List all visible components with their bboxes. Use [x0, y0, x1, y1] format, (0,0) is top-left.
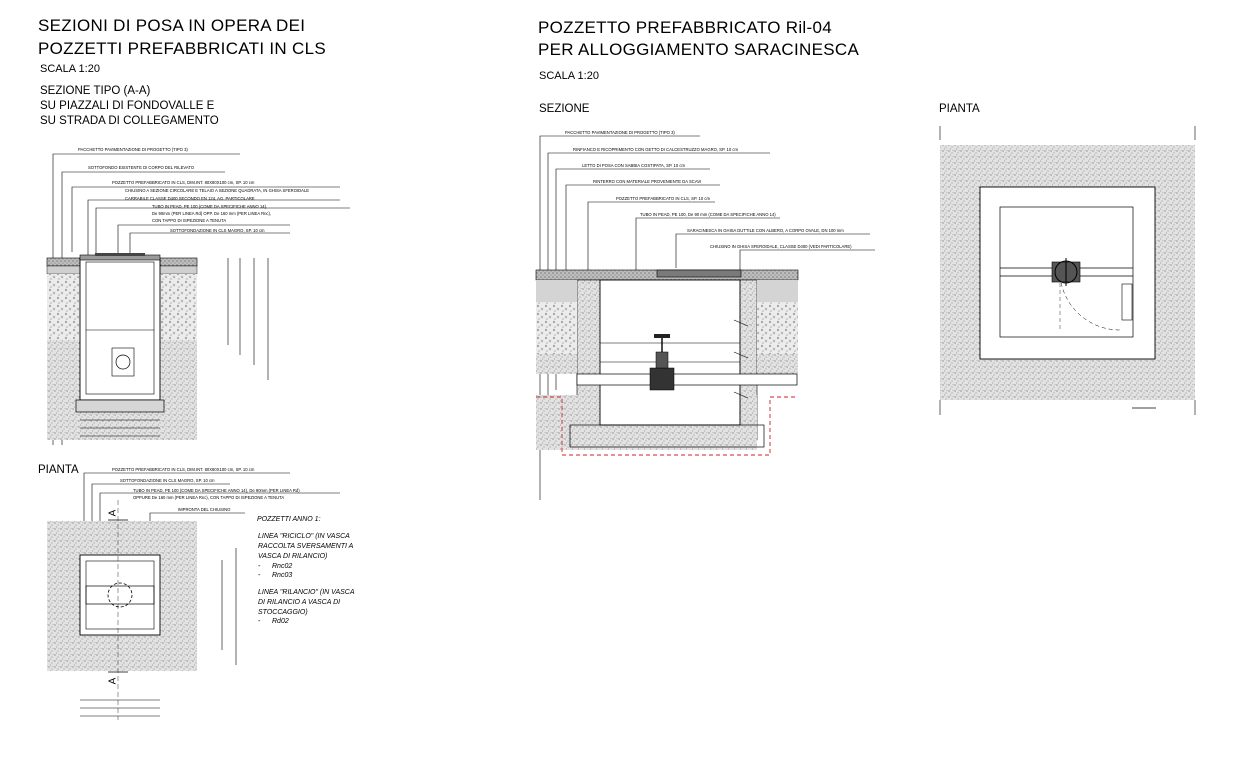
left-note-2: SOTTOFONDO ESISTENTE DI CORPO DEL RILEVATO — [88, 165, 195, 170]
left-scale: SCALA 1:20 — [40, 63, 100, 75]
left-section-view — [47, 154, 350, 445]
left-note-8: CON TAPPO DI ISPEZIONE A TENUTA — [152, 218, 227, 223]
valve-handwheel-icon — [1052, 258, 1080, 286]
right-plan-label: PIANTA — [939, 103, 980, 115]
pozzetti-title: POZZETTI ANNO 1: — [257, 516, 321, 523]
right-note-6: TUBO IN PEAD, PE 100, De 90 mm (COME DA SPECIFICHE ANNO 14) — [640, 212, 776, 217]
left-note-3: POZZETTO PREFABBRICATO IN CLS, DIM.INT. 80X80X100 cm, SP. 10 cm — [112, 180, 255, 185]
left-section-type-1: SEZIONE TIPO (A-A) — [40, 85, 151, 97]
list-a-line3: VASCA DI RILANCIO) — [258, 553, 328, 560]
left-section-type-3: SU STRADA DI COLLEGAMENTO — [40, 115, 219, 127]
left-title-line1: SEZIONI DI POSA IN OPERA DEI — [38, 16, 306, 35]
right-note-2: RINFIANCO E RICOPRIMENTO CON GETTO DI CALCESTRUZZO MAGRO, SP. 10 cm — [573, 147, 738, 152]
left-plan-view — [47, 473, 340, 720]
list-a-line1: LINEA "RICICLO" (IN VASCA — [258, 533, 350, 540]
list-b-line1: LINEA "RILANCIO" (IN VASCA — [258, 589, 355, 596]
right-plan-view — [940, 126, 1195, 415]
plan-note-4: OPPURE De 160 mm (PER LINEA Rnc), CON TAPPO DI ISPEZIONE A TENUTA — [133, 495, 285, 500]
left-title-line2: POZZETTI PREFABBRICATI IN CLS — [38, 39, 326, 58]
left-note-5: CARRABILE CLASSE D400 SECONDO EN 124, AG. PARTICOLARE — [125, 196, 255, 201]
right-scale: SCALA 1:20 — [539, 70, 599, 82]
right-title-line1: POZZETTO PREFABBRICATO Ril-04 — [538, 18, 832, 37]
section-marker-top: A — [107, 509, 119, 517]
left-note-7: De 90mm (PER LINEA Rd) OPP. De 160 mm (PER LINEA Rnc), — [152, 211, 272, 216]
right-section-view — [536, 136, 875, 500]
left-note-1: PACCHETTO PAVIMENTAZIONE DI PROGETTO (TIPO 3) — [78, 147, 188, 152]
left-note-6: TUBO IN PEAD, PE 100 (COME DA SPECIFICHE ANNO 14), — [152, 204, 268, 209]
right-note-4: RINTERRO CON MATERIALE PROVENIENTE DA SCAVI — [593, 179, 702, 184]
left-section-type-2: SU PIAZZALI DI FONDOVALLE E — [40, 100, 215, 112]
right-note-1: PACCHETTO PAVIMENTAZIONE DI PROGETTO (TIPO 3) — [565, 130, 675, 135]
right-section-label: SEZIONE — [539, 103, 590, 115]
right-note-3: LETTO DI POSA CON SABBIA COSTIPATA, SP. 10 cm — [582, 163, 685, 168]
list-b-line3: STOCCAGGIO) — [258, 609, 308, 616]
list-b-line2: DI RILANCIO A VASCA DI — [258, 599, 341, 606]
left-note-9: SOTTOFONDAZIONE IN CLS MAGRO, SP. 10 cm — [170, 228, 265, 233]
plan-note-5: IMPRONTA DEL CHIUSINO — [178, 507, 231, 512]
list-a-item-1: - Rnc02 — [258, 563, 293, 570]
right-note-7: SARACINESCA IN GHISA DUTTILE CON ALBERO, A CORPO OVALE, DN 100 mm — [687, 228, 844, 233]
plan-note-1: POZZETTO PREFABBRICATO IN CLS, DIM.INT. 80X80X100 cm, SP. 10 cm — [112, 467, 255, 472]
left-note-4: CHIUSINO A SEZIONE CIRCOLARE E TELAIO A SEZIONE QUADRATA, IN GHISA SFEROIDALE — [125, 188, 310, 193]
section-marker-bottom: A — [107, 677, 119, 685]
right-title-line2: PER ALLOGGIAMENTO SARACINESCA — [538, 40, 860, 59]
right-note-8: CHIUSINO IN GHISA SFEROIDALE, CLASSE D400 (VEDI PARTICOLARE) — [710, 244, 852, 249]
right-note-5: POZZETTO PREFABBRICATO IN CLS, SP. 10 cm — [616, 196, 710, 201]
list-a-line2: RACCOLTA SVERSAMENTI A — [258, 543, 354, 550]
left-plan-label: PIANTA — [38, 464, 79, 476]
plan-note-3: TUBO IN PEAD, PE 100 (COME DA SPECIFICHE ANNO 14), De 90mm (PER LINEA Rd) — [133, 488, 300, 493]
list-a-item-2: - Rnc03 — [258, 572, 293, 579]
plan-note-2: SOTTOFONDAZIONE IN CLS MAGRO, SP. 10 cm — [120, 478, 215, 483]
list-b-item-1: - Rd02 — [258, 618, 289, 625]
